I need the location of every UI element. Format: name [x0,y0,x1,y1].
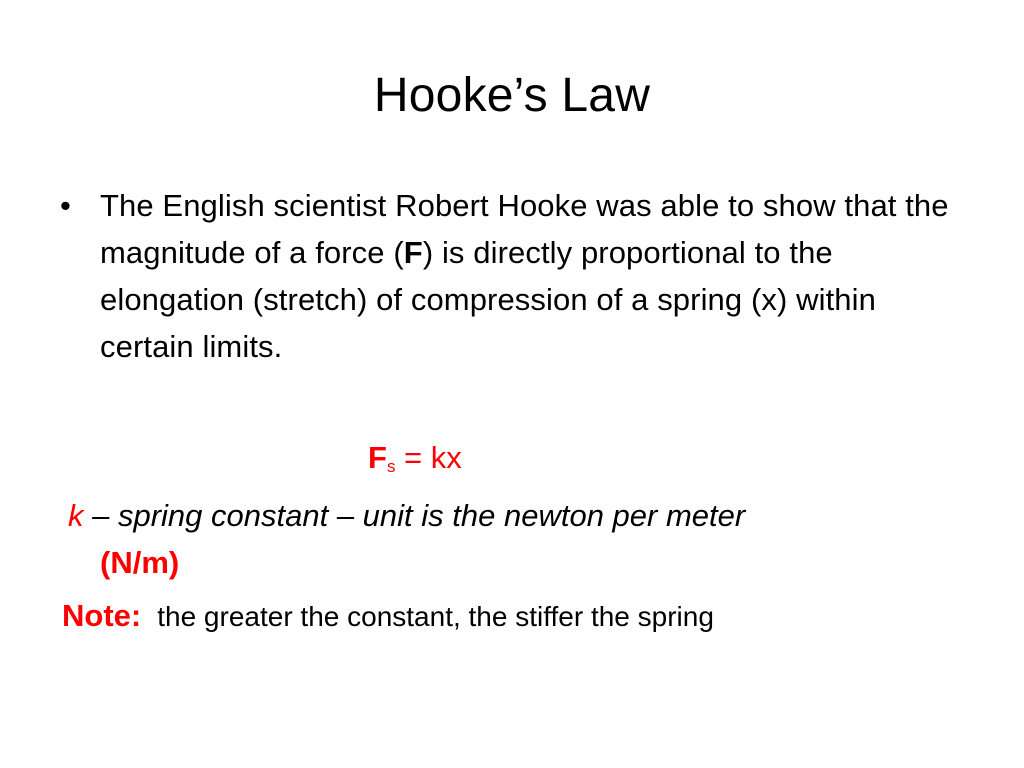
note [62,594,962,639]
bullet-list [60,182,970,370]
slide-title: Hooke’s Law [373,69,651,122]
bullet-item [60,182,970,370]
spring-constant-definition [68,492,958,586]
hookes-law-formula [368,436,462,489]
formula-subscript: s [386,457,396,476]
bullet-text-after: ) is directly proportional to the elongation (stretch) of compression of a spring (x) within certain limits. [100,235,876,364]
note-label: Note: [62,598,142,633]
k-symbol: k [68,498,84,533]
bullet-text-before: The English scientist Robert Hooke was able to show that the magnitude of a force ( [100,188,949,270]
bullet-dot-icon: • [60,188,71,223]
k-definition-text: – spring constant – unit is the newton per meter [83,498,746,533]
formula-rest: = kx [395,440,462,475]
force-symbol: F [403,235,423,270]
bullet-text [100,182,970,370]
k-unit: (N/m) [100,545,180,580]
note-text: the greater the constant, the stiffer the spring [157,601,714,632]
formula-force: F [368,440,387,475]
